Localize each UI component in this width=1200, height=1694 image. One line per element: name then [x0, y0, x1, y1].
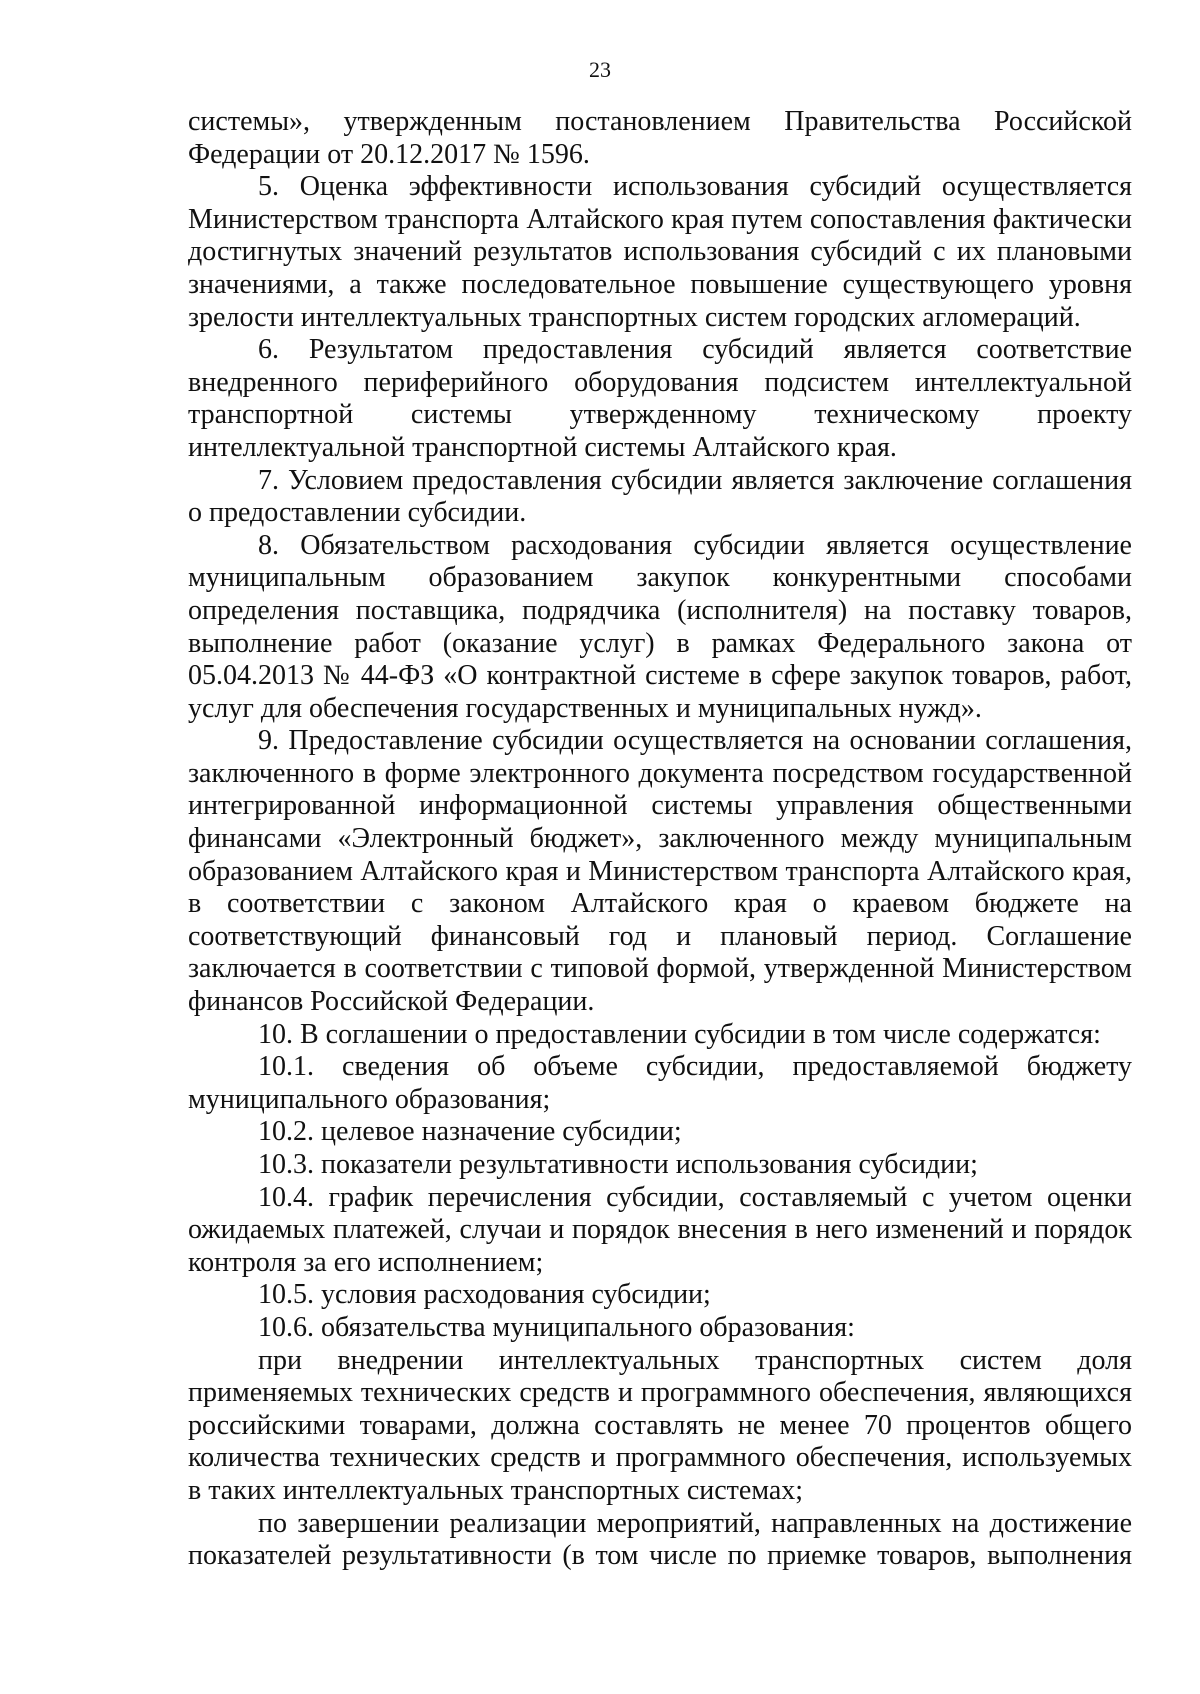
paragraph: 10.4. график перечисления субсидии, составляемый с учетом оценки ожидаемых платежей, случаи и порядок внесения в него изменений и порядок контроля за его исполнением;	[188, 1181, 1132, 1278]
paragraph: 10.3. показатели результативности использования субсидии;	[258, 1149, 978, 1180]
paragraph: 8. Обязательством расходования субсидии является осуществление муниципальным образованием закупок конкурентными способами определения поставщика, подрядчика (исполнителя) на поставку товаров, выполнение работ (оказание услуг) в рамках Федерального закона от 05.04.2013 № 44-ФЗ «О контрактной системе в сфере закупок товаров, работ, услуг для обеспечения государственных и муниципальных нужд».	[188, 529, 1132, 724]
paragraph-continued: по завершении реализации мероприятий, направленных на достижение показателей результативности (в том числе по приемке товаров, выполнения	[188, 1507, 1132, 1572]
paragraph: 9. Предоставление субсидии осуществляется на основании соглашения, заключенного в форме электронного документа посредством государственной интегрированной информационной системы управления общественными финансами «Электронный бюджет», заключенного между муниципальным образованием Алтайского края и Министерством транспорта Алтайского края, в соответствии с законом Алтайского края о краевом бюджете на соответствующий финансовый год и плановый период. Соглашение заключается в соответствии с типовой формой, утвержденной Министерством финансов Российской Федерации.	[188, 725, 1132, 1018]
paragraph: системы», утвержденным постановлением Правительства Российской Федерации от 20.12.2017 № 1596.	[188, 106, 1132, 170]
document-body	[188, 106, 1132, 1573]
paragraph: при внедрении интеллектуальных транспортных систем доля применяемых технических средств и программного обеспечения, являющихся российскими товарами, должна составлять не менее 70 процентов общего количества технических средств и программного обеспечения, используемых в таких интеллектуальных транспортных системах;	[188, 1344, 1132, 1506]
paragraph: 7. Условием предоставления субсидии является заключение соглашения о предоставлении субсидии.	[188, 464, 1132, 529]
paragraph: 6. Результатом предоставления субсидий является соответствие внедренного периферийного оборудования подсистем интеллектуальной транспортной системы утвержденному техническому проекту интеллектуальной транспортной системы Алтайского края.	[188, 334, 1132, 463]
paragraph: 10. В соглашении о предоставлении субсидии в том числе содержатся:	[258, 1018, 1101, 1050]
paragraph: 10.5. условия расходования субсидии;	[258, 1279, 711, 1311]
paragraph: 10.1. сведения об объеме субсидии, предоставляемой бюджету муниципального образования;	[188, 1051, 1132, 1115]
page-number: 23	[589, 57, 611, 82]
paragraph: 5. Оценка эффективности использования субсидий осуществляется Министерством транспорта Алтайского края путем сопоставления фактически достигнутых значений результатов использования субсидий с их плановыми значениями, а также последовательное повышение существующего уровня зрелости интеллектуальных транспортных систем городских агломераций.	[188, 171, 1132, 333]
paragraph: 10.6. обязательства муниципального образования:	[258, 1311, 855, 1343]
paragraph: 10.2. целевое назначение субсидии;	[258, 1116, 682, 1148]
